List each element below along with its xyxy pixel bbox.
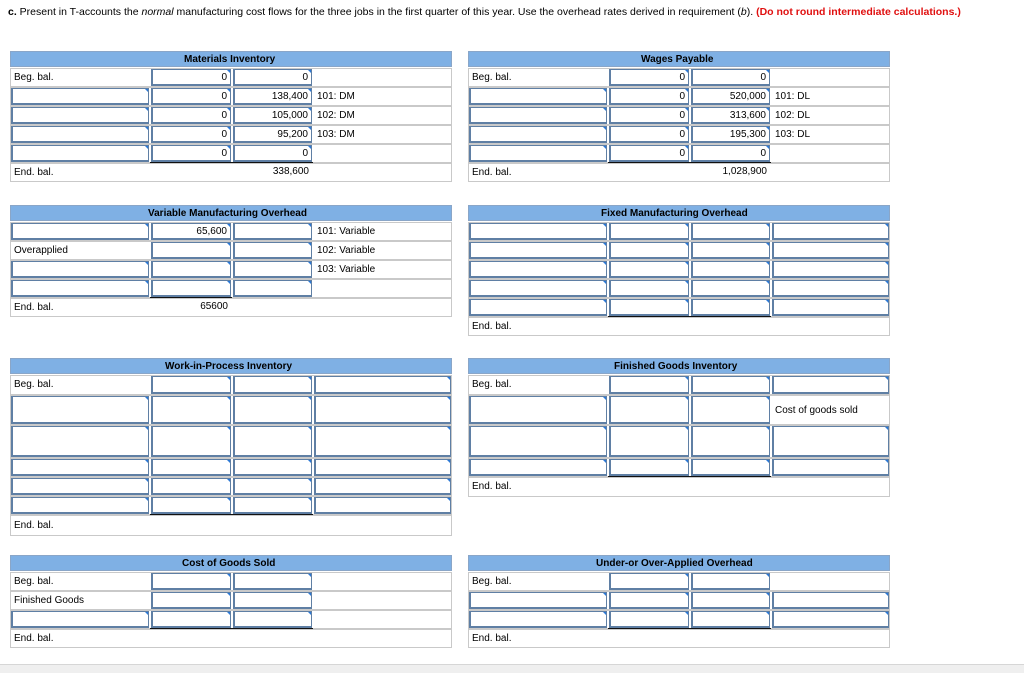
mi-credit-1[interactable]: 138,400 — [233, 88, 312, 105]
uo-credit-0[interactable] — [691, 573, 770, 590]
wip-inventory-title — [10, 358, 452, 374]
under-over-applied-title-text: Under-or Over-Applied Overhead — [596, 558, 753, 569]
uo-beg-bal-label: Beg. bal. — [472, 576, 512, 587]
uo-credit-1[interactable] — [691, 592, 770, 609]
vo-debit-1[interactable] — [151, 242, 231, 259]
cogs-beg-bal-label: Beg. bal. — [14, 576, 54, 587]
wp-credit-2[interactable]: 313,600 — [691, 107, 770, 124]
mi-memo-left-1[interactable] — [11, 88, 149, 105]
vo-memo-left-3[interactable] — [11, 280, 149, 297]
rounding-note: (Do not round intermediate calculations.) — [756, 6, 961, 18]
wages-payable-title-text: Wages Payable — [641, 54, 714, 65]
materials-inventory-title-text: Materials Inventory — [184, 54, 276, 65]
fo-credit-3[interactable] — [691, 280, 770, 297]
mi-end-row — [10, 163, 452, 182]
fo-memo-left-3[interactable] — [469, 280, 607, 297]
wip-memo-1[interactable] — [314, 396, 451, 424]
vo-1-row — [10, 241, 452, 260]
cogs-memo-left-2[interactable] — [11, 611, 149, 628]
fo-debit-0[interactable] — [609, 223, 689, 240]
wip-end-bal-label: End. bal. — [14, 520, 54, 531]
vo-debit-2[interactable] — [151, 261, 231, 278]
mi-credit-2[interactable]: 105,000 — [233, 107, 312, 124]
wp-beg-bal-label: Beg. bal. — [472, 72, 512, 83]
wp-memo-2: 102: DL — [775, 110, 811, 121]
fg-debit-1[interactable] — [609, 396, 689, 424]
mi-debit-3[interactable]: 0 — [151, 126, 231, 143]
mi-memo-left-4[interactable] — [11, 145, 149, 162]
vo-credit-0[interactable] — [233, 223, 312, 240]
cogs-credit-0[interactable] — [233, 573, 312, 590]
fixed-overhead-title-text: Fixed Manufacturing Overhead — [601, 208, 748, 219]
cogs-credit-2[interactable] — [233, 611, 312, 628]
fg-memo-0[interactable] — [772, 376, 889, 394]
fg-memo-2[interactable] — [772, 426, 889, 457]
wip-debit-5[interactable] — [151, 497, 231, 514]
wp-credit-3[interactable]: 195,300 — [691, 126, 770, 143]
fo-memo-3[interactable] — [772, 280, 889, 297]
finished-goods-inventory-title-text: Finished Goods Inventory — [614, 361, 738, 372]
mi-debit-4[interactable]: 0 — [151, 145, 231, 162]
mi-credit-4[interactable]: 0 — [233, 145, 312, 162]
wip-credit-4[interactable] — [233, 478, 312, 495]
uo-end-bal-label: End. bal. — [472, 633, 512, 644]
wp-credit-0[interactable]: 0 — [691, 69, 770, 86]
cogs-end-bal-label: End. bal. — [14, 633, 54, 644]
wp-memo-left-1[interactable] — [469, 88, 607, 105]
wip-debit-4[interactable] — [151, 478, 231, 495]
vo-memo-left-2[interactable] — [11, 261, 149, 278]
fg-memo-left-1[interactable] — [469, 396, 607, 424]
wip-credit-0[interactable] — [233, 376, 312, 394]
finished-goods-inventory-title — [468, 358, 890, 374]
vo-memo-1: 102: Variable — [317, 245, 376, 256]
mi-credit-3[interactable]: 95,200 — [233, 126, 312, 143]
cogs-credit-1[interactable] — [233, 592, 312, 609]
wip-memo-5[interactable] — [314, 497, 451, 514]
fg-credit-2[interactable] — [691, 426, 770, 457]
fo-memo-left-2[interactable] — [469, 261, 607, 278]
wip-inventory-title-text: Work-in-Process Inventory — [165, 361, 293, 372]
wip-debit-1[interactable] — [151, 396, 231, 424]
wip-credit-3[interactable] — [233, 459, 312, 476]
uo-end-row — [468, 629, 890, 648]
mi-memo-left-3[interactable] — [11, 126, 149, 143]
vo-end-debit: 65600 — [200, 301, 228, 312]
mi-end-bal-label: End. bal. — [14, 167, 54, 178]
wp-memo-1: 101: DL — [775, 91, 811, 102]
vo-credit-2[interactable] — [233, 261, 312, 278]
wip-debit-2[interactable] — [151, 426, 231, 457]
vo-memo-0: 101: Variable — [317, 226, 376, 237]
mi-0-row — [10, 68, 452, 87]
variable-overhead-title — [10, 205, 452, 221]
fg-end-bal-label: End. bal. — [472, 481, 512, 492]
wip-memo-left-2[interactable] — [11, 426, 149, 457]
wip-memo-left-5[interactable] — [11, 497, 149, 514]
fo-credit-1[interactable] — [691, 242, 770, 259]
wp-memo-left-2[interactable] — [469, 107, 607, 124]
fg-debit-3[interactable] — [609, 459, 689, 476]
fg-credit-0[interactable] — [691, 376, 770, 394]
wages-payable-title — [468, 51, 890, 67]
wp-memo-3: 103: DL — [775, 129, 811, 140]
wip-credit-1[interactable] — [233, 396, 312, 424]
wip-memo-left-4[interactable] — [11, 478, 149, 495]
wip-memo-left-3[interactable] — [11, 459, 149, 476]
fg-credit-3[interactable] — [691, 459, 770, 476]
wp-debit-0[interactable]: 0 — [609, 69, 689, 86]
mi-end-credit: 338,600 — [272, 166, 309, 177]
fo-debit-4[interactable] — [609, 299, 689, 316]
mi-beg-bal-label: Beg. bal. — [14, 72, 54, 83]
fg-debit-0[interactable] — [609, 376, 689, 394]
fg-end — [468, 477, 890, 497]
uo-memo-1[interactable] — [772, 592, 889, 609]
mi-memo-1: 101: DM — [317, 91, 355, 102]
vo-memo-2: 103: Variable — [317, 264, 376, 275]
uo-debit-0[interactable] — [609, 573, 689, 590]
wip-credit-2[interactable] — [233, 426, 312, 457]
vo-memo-left-0[interactable] — [11, 223, 149, 240]
mi-debit-0[interactable]: 0 — [151, 69, 231, 86]
fg-memo-3[interactable] — [772, 459, 889, 476]
wip-debit-0[interactable] — [151, 376, 231, 394]
uo-memo-left-2[interactable] — [469, 611, 607, 628]
fo-debit-3[interactable] — [609, 280, 689, 297]
wip-memo-left-1[interactable] — [11, 396, 149, 424]
materials-inventory-title — [10, 51, 452, 67]
instructions: c. Present in T-accounts the normal manufacturing cost flows for the three jobs in the first quarter of this year. Use the overhead rates derived in requirement (b). (Do not round intermediate calculations.) — [8, 6, 961, 18]
vo-credit-3[interactable] — [233, 280, 312, 297]
vo-end-bal-label: End. bal. — [14, 302, 54, 313]
fg-cogs-label: Cost of goods sold — [775, 405, 858, 416]
wip-memo-3[interactable] — [314, 459, 451, 476]
wp-debit-1[interactable]: 0 — [609, 88, 689, 105]
fo-credit-4[interactable] — [691, 299, 770, 316]
fo-memo-1[interactable] — [772, 242, 889, 259]
uo-debit-2[interactable] — [609, 611, 689, 628]
fo-end-bal-label: End. bal. — [472, 321, 512, 332]
mi-memo-left-2[interactable] — [11, 107, 149, 124]
uo-debit-1[interactable] — [609, 592, 689, 609]
mi-debit-1[interactable]: 0 — [151, 88, 231, 105]
wp-end-bal-label: End. bal. — [472, 167, 512, 178]
fo-end-row — [468, 317, 890, 336]
wp-credit-4[interactable]: 0 — [691, 145, 770, 162]
cogs-finished-goods-label: Finished Goods — [14, 595, 85, 606]
variable-overhead-title-text: Variable Manufacturing Overhead — [148, 208, 307, 219]
wip-beg-bal-label: Beg. bal. — [14, 379, 54, 390]
fixed-overhead-title — [468, 205, 890, 221]
cogs-debit-1[interactable] — [151, 592, 231, 609]
mi-credit-0[interactable]: 0 — [233, 69, 312, 86]
mi-debit-2[interactable]: 0 — [151, 107, 231, 124]
wp-end-credit: 1,028,900 — [722, 166, 767, 177]
fo-memo-left-0[interactable] — [469, 223, 607, 240]
cogs-0-row — [10, 572, 452, 591]
wip-debit-3[interactable] — [151, 459, 231, 476]
fo-memo-left-4[interactable] — [469, 299, 607, 316]
mi-memo-2: 102: DM — [317, 110, 355, 121]
cogs-debit-2[interactable] — [151, 611, 231, 628]
vo-end-row — [10, 298, 452, 317]
under-over-applied-title — [468, 555, 890, 571]
fo-memo-2[interactable] — [772, 261, 889, 278]
wip-memo-2[interactable] — [314, 426, 451, 457]
cogs-end-row — [10, 629, 452, 648]
wp-debit-3[interactable]: 0 — [609, 126, 689, 143]
uo-memo-2[interactable] — [772, 611, 889, 628]
vo-debit-3[interactable] — [151, 280, 231, 297]
mi-memo-3: 103: DM — [317, 129, 355, 140]
fo-credit-0[interactable] — [691, 223, 770, 240]
fo-memo-4[interactable] — [772, 299, 889, 316]
wp-debit-2[interactable]: 0 — [609, 107, 689, 124]
wip-credit-5[interactable] — [233, 497, 312, 514]
fg-memo-left-2[interactable] — [469, 426, 607, 457]
cost-of-goods-sold-title-text: Cost of Goods Sold — [182, 558, 276, 569]
fg-credit-1[interactable] — [691, 396, 770, 424]
fg-debit-2[interactable] — [609, 426, 689, 457]
wp-memo-left-3[interactable] — [469, 126, 607, 143]
fg-memo-left-3[interactable] — [469, 459, 607, 476]
vo-credit-1[interactable] — [233, 242, 312, 259]
fo-debit-1[interactable] — [609, 242, 689, 259]
uo-credit-2[interactable] — [691, 611, 770, 628]
cogs-debit-0[interactable] — [151, 573, 231, 590]
wp-memo-left-4[interactable] — [469, 145, 607, 162]
vo-overapplied-label: Overapplied — [14, 245, 68, 256]
wip-memo-0[interactable] — [314, 376, 451, 394]
fg-beg-bal-label: Beg. bal. — [472, 379, 512, 390]
fo-memo-0[interactable] — [772, 223, 889, 240]
fo-debit-2[interactable] — [609, 261, 689, 278]
wip-end — [10, 515, 452, 536]
uo-memo-left-1[interactable] — [469, 592, 607, 609]
cost-of-goods-sold-title — [10, 555, 452, 571]
wp-end-row — [468, 163, 890, 182]
wp-debit-4[interactable]: 0 — [609, 145, 689, 162]
fo-credit-2[interactable] — [691, 261, 770, 278]
vo-debit-0[interactable]: 65,600 — [151, 223, 231, 240]
fo-memo-left-1[interactable] — [469, 242, 607, 259]
wip-memo-4[interactable] — [314, 478, 451, 495]
wp-credit-1[interactable]: 520,000 — [691, 88, 770, 105]
